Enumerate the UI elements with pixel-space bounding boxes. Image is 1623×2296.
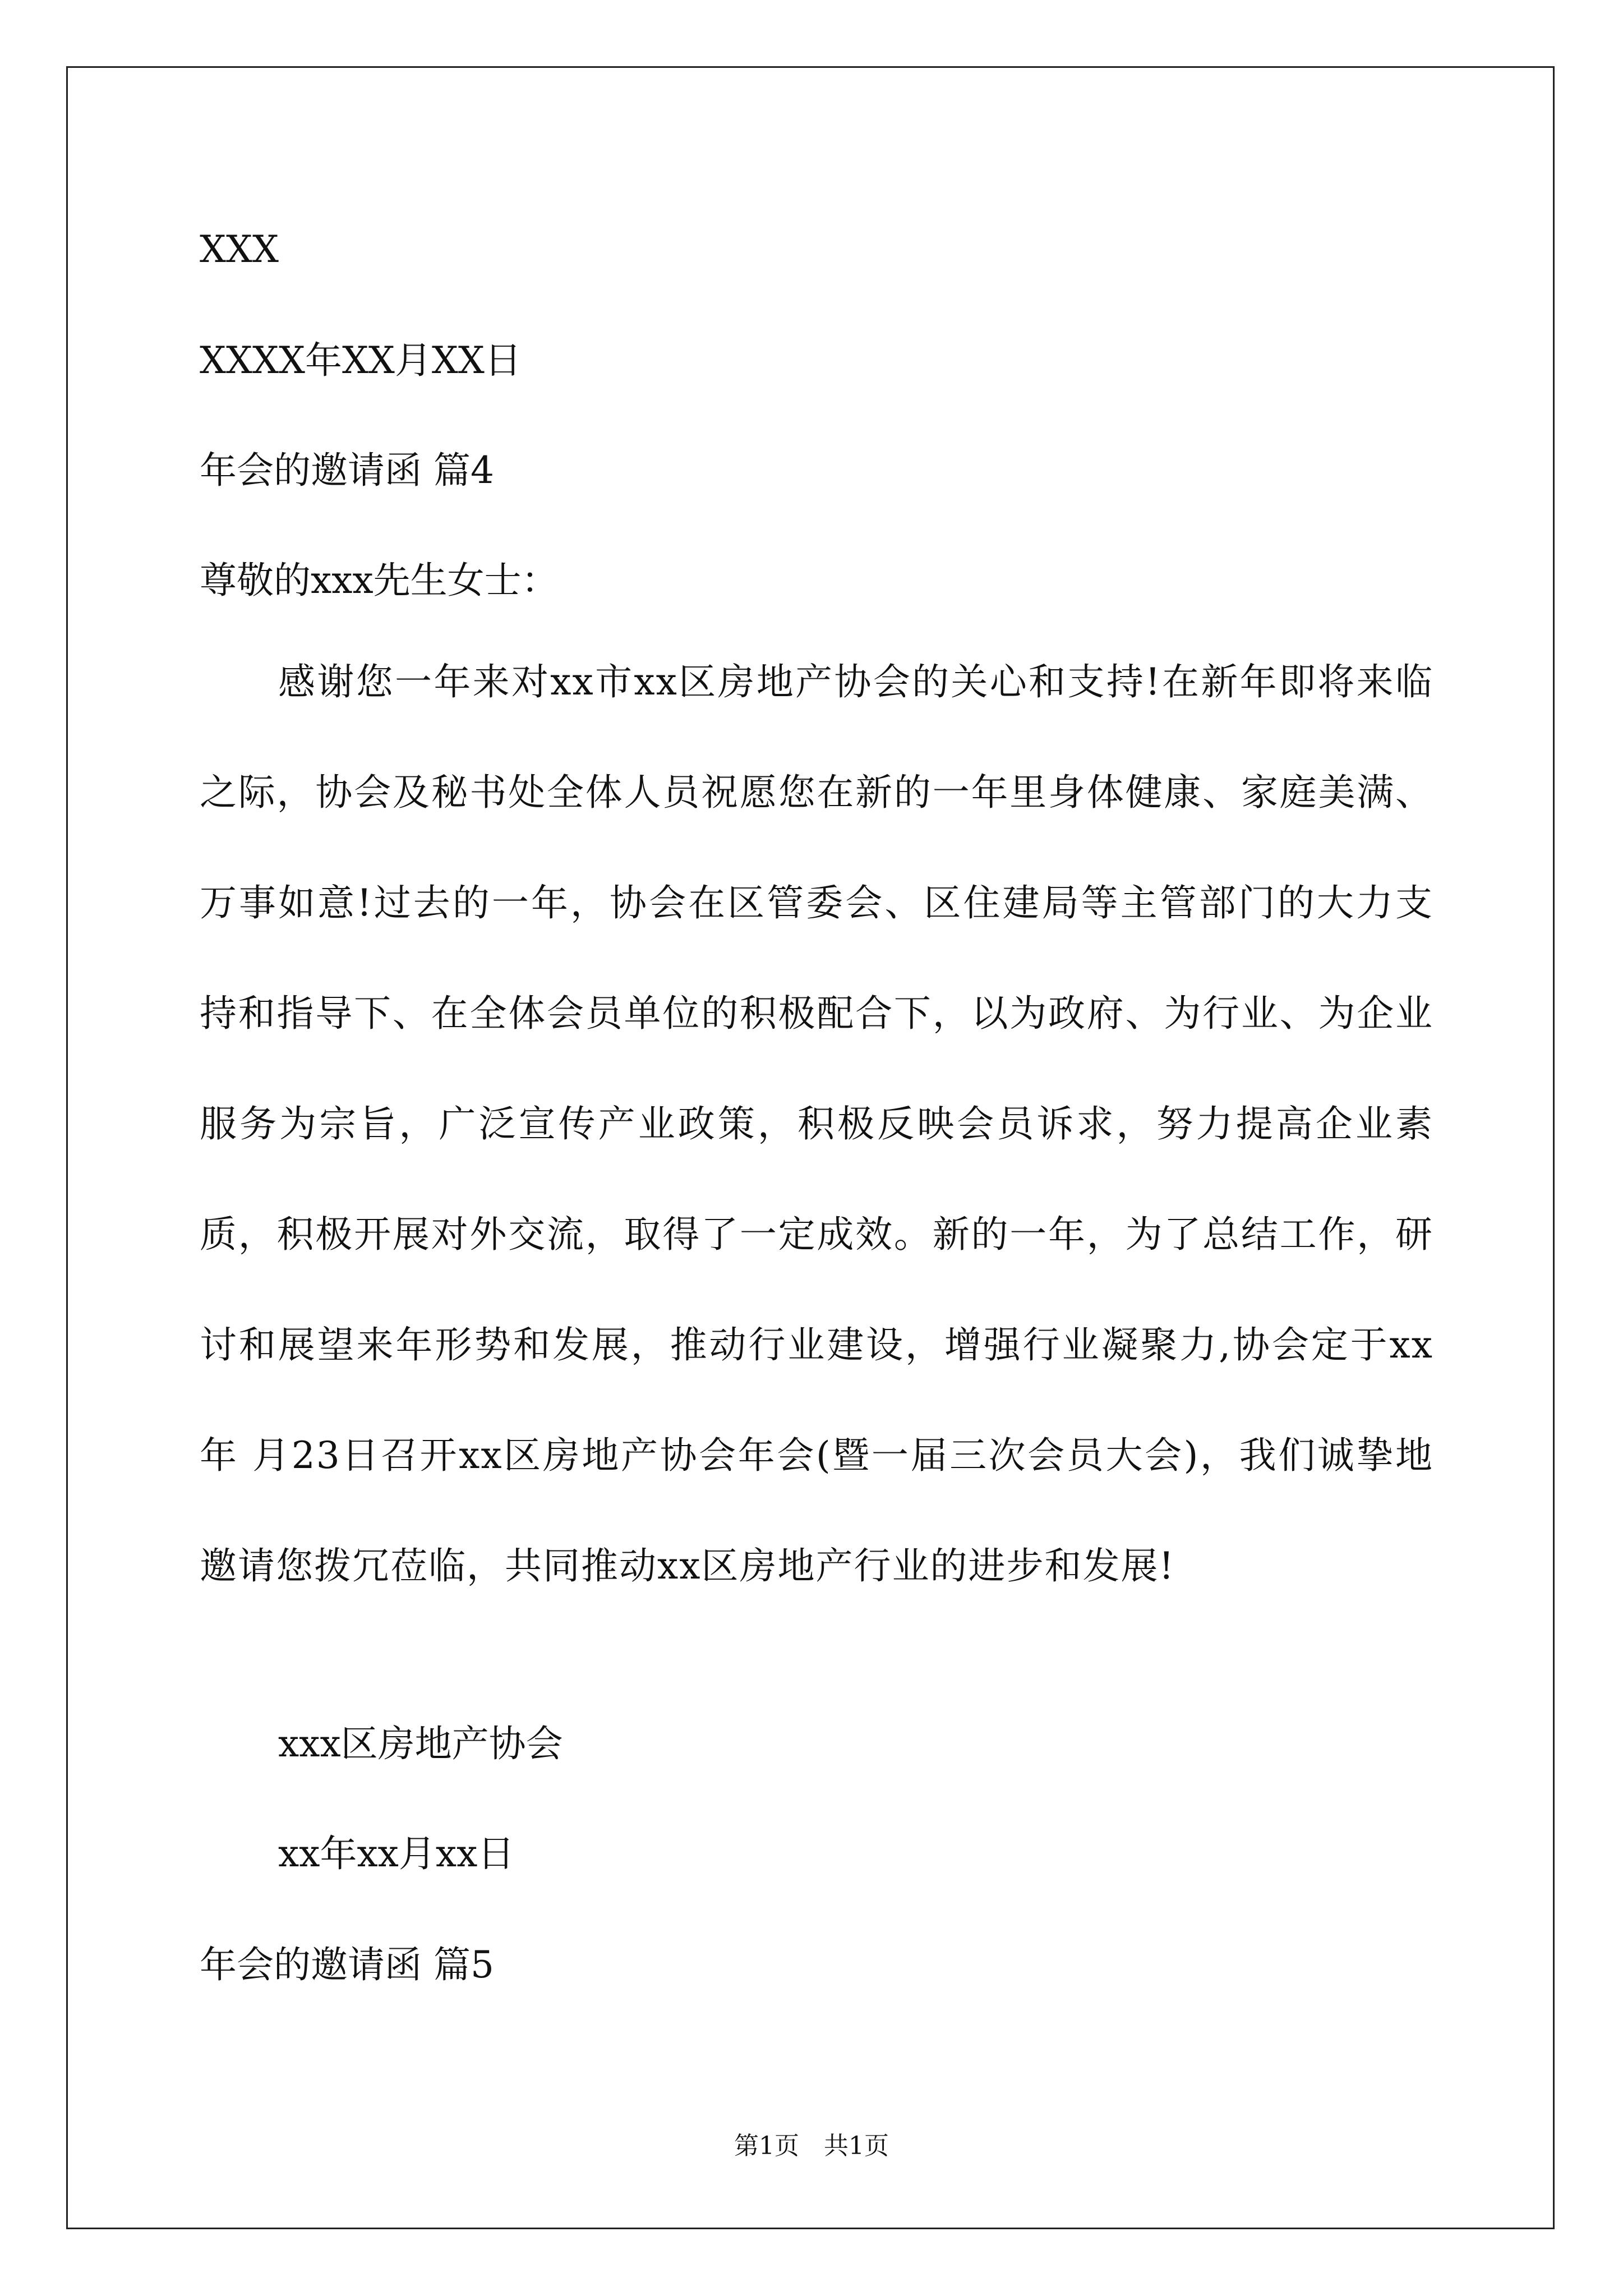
- signature-organization: xxx区房地产协会: [278, 1722, 563, 1765]
- signature-date: xx年xx月xx日: [278, 1832, 515, 1875]
- letter-date: XXXX年XX月XX日: [200, 339, 522, 382]
- sender-name: XXX: [200, 228, 279, 271]
- section-4-title: 年会的邀请函 篇4: [200, 449, 494, 492]
- body-paragraph: 感谢您一年来对xx市xx区房地产协会的关心和支持!在新年即将来临之际，协会及秘书处全体人员祝愿您在新的一年里身体健康、家庭美满、万事如意!过去的一年，协会在区管委会、区住建局等主管部门的大力支持和指导下、在全体会员单位的积极配合下，以为政府、为行业、为企业服务为宗旨，广泛宣传产业政策，积极反映会员诉求，努力提高企业素质，积极开展对外交流，取得了一定成效。新的一年，为了总结工作，研讨和展望来年形势和发展，推动行业建设，增强行业凝聚力,协会定于xx年 月23日召开xx区房地产协会年会(暨一届三次会员大会)，我们诚挚地邀请您拨冗莅临，共同推动xx区房地产行业的进步和发展!: [200, 660, 1433, 1588]
- page-footer: 第1页 共1页: [734, 2132, 889, 2160]
- section-5-title: 年会的邀请函 篇5: [200, 1943, 494, 1986]
- salutation: 尊敬的xxx先生女士：: [200, 559, 559, 602]
